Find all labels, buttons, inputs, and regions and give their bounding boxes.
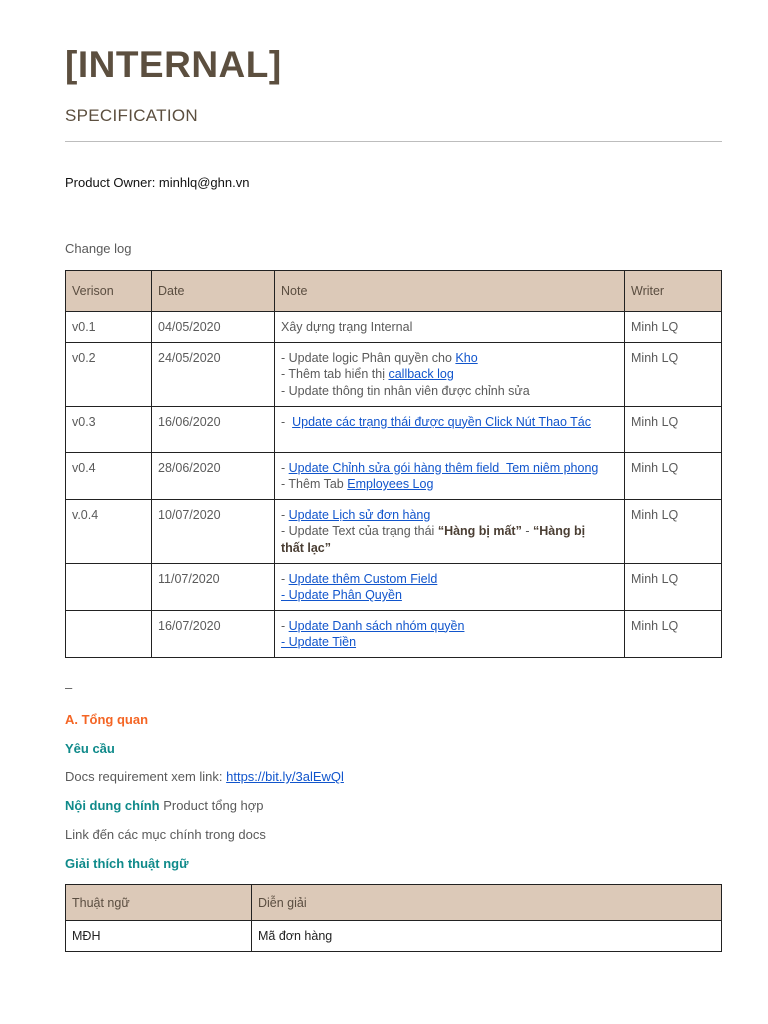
cell-version: v0.2 <box>66 342 152 406</box>
document-subtitle: SPECIFICATION <box>65 106 198 125</box>
cell-note <box>275 452 625 499</box>
changelog-table <box>65 270 722 658</box>
cell-date: 16/06/2020 <box>152 406 275 452</box>
note-text: - Thêm tab hiển thị <box>281 367 389 381</box>
docs-link[interactable]: https://bit.ly/3alEwQl <box>226 769 344 784</box>
status-missing-text-cont: thất lạc” <box>281 540 332 555</box>
col-header-date: Date <box>152 271 275 312</box>
cell-writer: Minh LQ <box>625 499 722 563</box>
employees-log-link[interactable]: Employees Log <box>347 477 434 491</box>
money-link[interactable]: - Update Tiền <box>281 635 357 649</box>
cell-version: v0.1 <box>66 312 152 343</box>
cell-date: 10/07/2020 <box>152 499 275 563</box>
permission-link[interactable]: - Update Phân Quyền <box>281 588 402 602</box>
table-row <box>66 312 722 343</box>
note-text: - <box>281 414 293 429</box>
note-text: - <box>281 618 289 633</box>
note-text: - Update Text của trạng thái <box>281 524 438 538</box>
docs-requirement <box>65 769 344 784</box>
overview-heading: A. Tổng quan <box>65 712 149 727</box>
note-text: - <box>281 507 289 522</box>
click-action-link[interactable]: Update các trạng thái được quyền Click Nút Thao Tác <box>292 414 592 429</box>
main-content-heading: Nội dung chính <box>65 798 160 813</box>
col-header-writer: Writer <box>625 271 722 312</box>
col-header-meaning: Diễn giải <box>252 885 722 921</box>
cell-version: v0.4 <box>66 452 152 499</box>
note-text: - <box>281 460 289 475</box>
cell-date: 28/06/2020 <box>152 452 275 499</box>
note-text: - Thêm Tab <box>281 477 348 491</box>
title-divider <box>65 141 722 142</box>
cell-writer: Minh LQ <box>625 563 722 610</box>
cell-writer: Minh LQ <box>625 342 722 406</box>
cell-writer: Minh LQ <box>625 452 722 499</box>
note-text: - Update thông tin nhân viên được chỉnh sửa <box>281 383 530 398</box>
table-row <box>66 452 722 499</box>
document-title: [INTERNAL] <box>65 44 282 85</box>
changelog-label: Change log <box>65 241 132 256</box>
cell-meaning: Mã đơn hàng <box>252 921 722 952</box>
cell-note <box>275 312 625 343</box>
custom-field-link[interactable]: Update thêm Custom Field <box>288 571 438 586</box>
cell-version: v.0.4 <box>66 499 152 563</box>
table-row <box>66 921 722 952</box>
changelog-header-row <box>66 271 722 312</box>
col-header-term: Thuật ngữ <box>66 885 252 921</box>
cell-date: 24/05/2020 <box>152 342 275 406</box>
note-text: - Update logic Phân quyền cho <box>281 350 456 365</box>
col-header-version: Verison <box>66 271 152 312</box>
product-owner: Product Owner: minhlq@ghn.vn <box>65 175 250 190</box>
cell-note <box>275 499 625 563</box>
cell-date: 11/07/2020 <box>152 563 275 610</box>
table-row <box>66 499 722 563</box>
table-row <box>66 563 722 610</box>
col-header-note: Note <box>275 271 625 312</box>
cell-version <box>66 610 152 657</box>
permission-group-link[interactable]: Update Danh sách nhóm quyền <box>288 618 465 633</box>
terms-heading: Giải thích thuật ngữ <box>65 856 189 871</box>
docs-sections-text: Link đến các mục chính trong docs <box>65 827 266 842</box>
cell-date: 04/05/2020 <box>152 312 275 343</box>
cell-note <box>275 342 625 406</box>
callback-log-link[interactable]: callback log <box>388 367 454 381</box>
main-content-line <box>65 798 264 813</box>
cell-note <box>275 406 625 452</box>
cell-note <box>275 610 625 657</box>
table-row <box>66 406 722 452</box>
requirement-heading: Yêu cầu <box>65 741 115 756</box>
cell-version: v0.3 <box>66 406 152 452</box>
cell-writer: Minh LQ <box>625 610 722 657</box>
note-text: - <box>281 571 289 586</box>
section-divider: – <box>65 680 73 695</box>
package-edit-link[interactable]: Update Chỉnh sửa gói hàng thêm field Tem niêm phong <box>288 460 599 475</box>
cell-date: 16/07/2020 <box>152 610 275 657</box>
table-row <box>66 342 722 406</box>
order-history-link[interactable]: Update Lịch sử đơn hàng <box>288 507 431 522</box>
table-row <box>66 610 722 657</box>
cell-note <box>275 563 625 610</box>
cell-term: MĐH <box>66 921 252 952</box>
terms-header-row <box>66 885 722 921</box>
terms-table <box>65 884 722 952</box>
cell-writer: Minh LQ <box>625 312 722 343</box>
note-text: - <box>521 524 533 538</box>
docs-label: Docs requirement xem link: <box>65 769 227 784</box>
main-content-text: Product tổng hợp <box>159 798 264 813</box>
note-text: Xây dựng trạng Internal <box>281 320 413 334</box>
status-lost-text: “Hàng bị mất” <box>437 524 522 538</box>
status-missing-text: “Hàng bị <box>532 524 586 538</box>
cell-writer: Minh LQ <box>625 406 722 452</box>
kho-link[interactable]: Kho <box>455 350 478 365</box>
cell-version <box>66 563 152 610</box>
